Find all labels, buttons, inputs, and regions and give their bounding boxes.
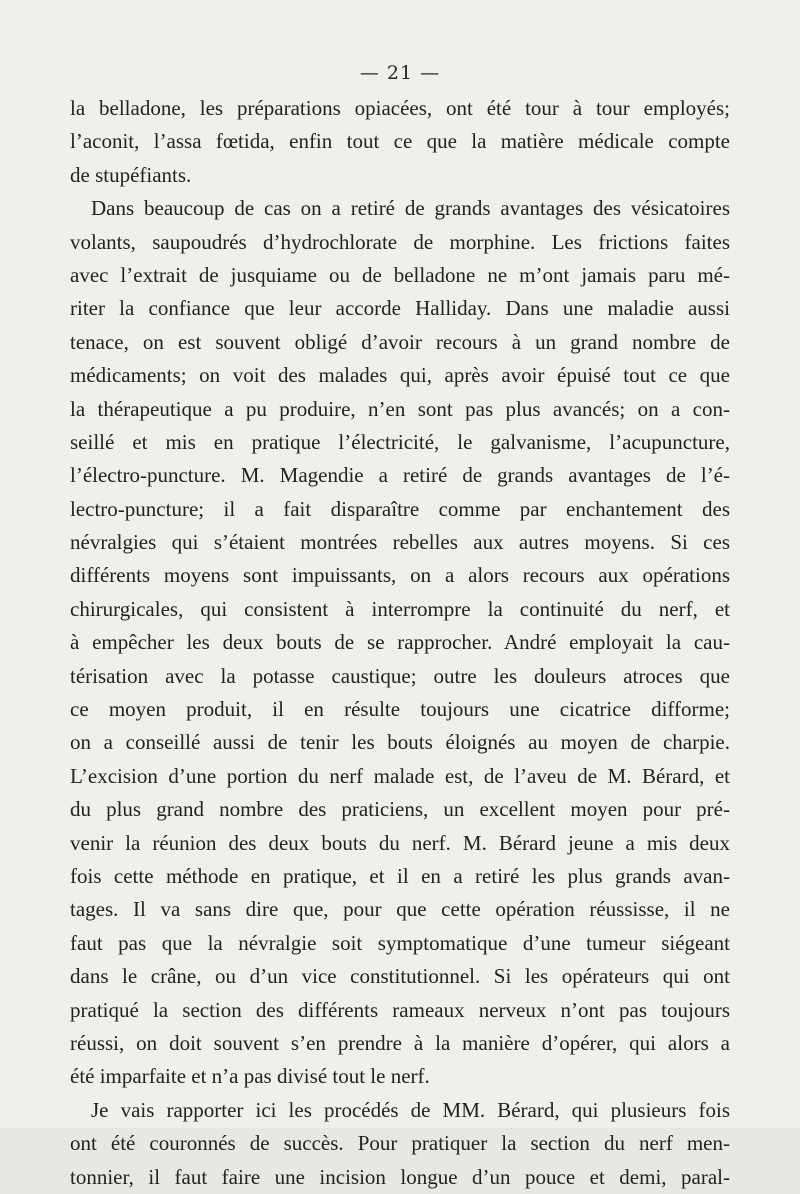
text-line: tages. Il va sans dire que, pour que cette opération réussisse, il ne	[70, 897, 730, 922]
text-line: tenace, on est souvent obligé d’avoir recours à un grand nombre de	[70, 329, 730, 354]
text-line: térisation avec la potasse caustique; outre les douleurs atroces que	[70, 663, 730, 688]
text-line: riter la confiance que leur accorde Halliday. Dans une maladie aussi	[70, 296, 730, 321]
text-line: différents moyens sont impuissants, on a alors recours aux opérations	[70, 563, 730, 588]
text-line: avec l’extrait de jusquiame ou de belladone ne m’ont jamais paru mé-	[70, 262, 730, 287]
text-line: de stupéfiants.	[70, 162, 192, 187]
text-line: réussi, on doit souvent s’en prendre à la manière d’opérer, qui alors a	[70, 1030, 730, 1055]
text-line: du plus grand nombre des praticiens, un excellent moyen pour pré-	[70, 797, 730, 822]
text-line: on a conseillé aussi de tenir les bouts éloignés au moyen de charpie.	[70, 730, 730, 755]
text-line: la thérapeutique a pu produire, n’en sont pas plus avancés; on a con-	[70, 396, 730, 421]
text-line: fois cette méthode en pratique, et il en a retiré les plus grands avan-	[70, 863, 730, 888]
text-line: dans le crâne, ou d’un vice constitutionnel. Si les opérateurs qui ont	[70, 964, 730, 989]
text-line: la belladone, les préparations opiacées, ont été tour à tour employés;	[70, 96, 730, 120]
text-line: Dans beaucoup de cas on a retiré de grands avantages des vésicatoires	[91, 196, 730, 221]
text-line: tonnier, il faut faire une incision longue d’un pouce et demi, paral-	[70, 1164, 730, 1189]
text-line: venir la réunion des deux bouts du nerf. M. Bérard jeune a mis deux	[70, 830, 730, 855]
text-line: l’électro-puncture. M. Magendie a retiré de grands avantages de l’é-	[70, 463, 730, 488]
text-line: ont été couronnés de succès. Pour pratiquer la section du nerf men-	[70, 1131, 730, 1156]
text-line: l’aconit, l’assa fœtida, enfin tout ce que la matière médicale compte	[70, 129, 730, 154]
text-line: Je vais rapporter ici les procédés de MM. Bérard, qui plusieurs fois	[91, 1097, 730, 1122]
text-line: à empêcher les deux bouts de se rapprocher. André employait la cau-	[70, 630, 730, 655]
text-line: pratiqué la section des différents rameaux nerveux n’ont pas toujours	[70, 997, 730, 1022]
text-line: volants, saupoudrés d’hydrochlorate de morphine. Les frictions faites	[70, 229, 730, 254]
body-text	[70, 92, 730, 1194]
text-line: chirurgicales, qui consistent à interrompre la continuité du nerf, et	[70, 596, 730, 621]
text-line: faut pas que la névralgie soit symptomatique d’une tumeur siégeant	[70, 930, 730, 955]
text-line: lectro-puncture; il a fait disparaître comme par enchantement des	[70, 496, 730, 521]
text-line: seillé et mis en pratique l’électricité, le galvanisme, l’acupuncture,	[70, 429, 730, 454]
text-line: ce moyen produit, il en résulte toujours une cicatrice difforme;	[70, 697, 730, 722]
text-line: L’excision d’une portion du nerf malade est, de l’aveu de M. Bérard, et	[70, 763, 730, 788]
text-line: médicaments; on voit des malades qui, après avoir épuisé tout ce que	[70, 363, 730, 388]
text-line: été imparfaite et n’a pas divisé tout le nerf.	[70, 1064, 430, 1089]
page-number: — 21 —	[359, 62, 441, 84]
text-line: névralgies qui s’étaient montrées rebelles aux autres moyens. Si ces	[70, 530, 730, 555]
